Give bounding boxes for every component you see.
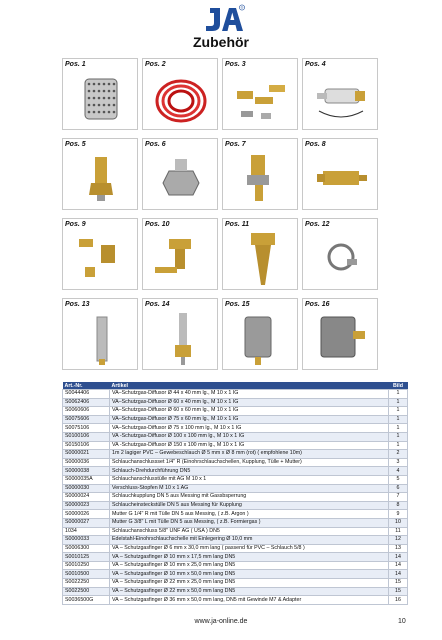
bild-cell: 1	[389, 415, 408, 424]
bild-cell: 6	[389, 484, 408, 493]
art-nr-cell: S0000036	[63, 458, 110, 467]
artikel-cell: VA–Schutzgas-Diffusor Ø 75 x 60 mm lg., M 10 x 1 IG	[110, 415, 389, 424]
position-cell-8	[302, 138, 378, 210]
art-nr-cell: S0075106	[63, 424, 110, 433]
art-nr-cell: S0010500	[63, 570, 110, 579]
position-label: Pos. 3	[225, 61, 246, 68]
bild-cell: 5	[389, 475, 408, 484]
artikel-cell: VA – Schutzgasfinger Ø 10 mm x 25,0 mm lang DN5	[110, 561, 389, 570]
position-cell-2	[142, 58, 218, 130]
bild-cell: 4	[389, 467, 408, 476]
art-nr-cell: S0022250	[63, 579, 110, 588]
table-row	[63, 536, 408, 545]
col-artikel: Artikel	[110, 382, 389, 390]
bild-cell: 13	[389, 544, 408, 553]
artikel-cell: Schlauchanschlusstülle mit AG M 10 x 1	[110, 475, 389, 484]
table-row	[63, 432, 408, 441]
artikel-cell: VA – Schutzgasfinger Ø 36 mm x 50,0 mm lang, DN5 mit Gewinde M7 & Adapter	[110, 596, 389, 605]
bild-cell: 14	[389, 570, 408, 579]
registered-mark: ®	[240, 5, 244, 10]
table-row	[63, 579, 408, 588]
page-title: Zubehör	[193, 34, 249, 50]
art-nr-cell: S0000030	[63, 484, 110, 493]
page-number: 10	[398, 618, 406, 625]
position-cell-3	[222, 58, 298, 130]
bild-cell: 10	[389, 518, 408, 527]
large-cylinder-icon	[311, 311, 371, 367]
position-label: Pos. 8	[305, 141, 326, 148]
position-cell-11	[222, 218, 298, 290]
position-cell-6	[142, 138, 218, 210]
table-row	[63, 407, 408, 416]
table-row	[63, 398, 408, 407]
bild-cell: 11	[389, 527, 408, 536]
table-row	[63, 561, 408, 570]
table-row	[63, 415, 408, 424]
art-nr-cell: S0100106	[63, 432, 110, 441]
bild-cell: 15	[389, 587, 408, 596]
position-label: Pos. 9	[65, 221, 86, 228]
hex-nut-fitting-icon	[151, 151, 211, 207]
bild-cell: 14	[389, 561, 408, 570]
artikel-cell: Schlauch-Drehdurchführung DN5	[110, 467, 389, 476]
artikel-cell: VA -Schutzgas-Diffusor Ø 150 x 100 mm lg., M 10 x 1 IG	[110, 441, 389, 450]
art-nr-cell: S0150106	[63, 441, 110, 450]
position-label: Pos. 1	[65, 61, 86, 68]
table-row	[63, 458, 408, 467]
position-cell-10	[142, 218, 218, 290]
table-header-row	[63, 382, 408, 390]
bild-cell: 1	[389, 390, 408, 399]
bild-cell: 9	[389, 510, 408, 519]
bild-cell: 1	[389, 424, 408, 433]
art-nr-cell: S0000033	[63, 536, 110, 545]
art-nr-cell: S0000027	[63, 518, 110, 527]
artikel-cell: VA – Schutzgasfinger Ø 10 mm x 17,5 mm lang DN5	[110, 553, 389, 562]
artikel-cell: VA – Schutzgasfinger Ø 22 mm x 25,0 mm lang DN5	[110, 579, 389, 588]
position-cell-5	[62, 138, 138, 210]
artikel-cell: Schlauchkupplung DN 5 aus Messing mit Gassbsperrung	[110, 493, 389, 502]
table-row	[63, 493, 408, 502]
position-label: Pos. 14	[145, 301, 170, 308]
bild-cell: 3	[389, 458, 408, 467]
sinter-rod-icon	[71, 311, 131, 367]
position-cell-12	[302, 218, 378, 290]
art-nr-cell: S0010125	[63, 553, 110, 562]
position-cell-15	[222, 298, 298, 370]
bild-cell: 12	[389, 536, 408, 545]
position-cell-9	[62, 218, 138, 290]
table-row	[63, 390, 408, 399]
table-row	[63, 501, 408, 510]
art-nr-cell: S0006300	[63, 544, 110, 553]
art-nr-cell: S0075606	[63, 415, 110, 424]
col-art-nr: Art.-Nr.	[63, 382, 110, 390]
artikel-cell: Schlaucheinsteckstülle DN 5 aus Messing für Kupplung	[110, 501, 389, 510]
bild-cell: 1	[389, 398, 408, 407]
artikel-cell: Schlauchanschlussset 1/4" R (Einohrschlauchschellen, Kupplung, Tülle + Mutter)	[110, 458, 389, 467]
brass-coupling-icon	[311, 151, 371, 207]
bild-cell: 15	[389, 579, 408, 588]
table-row	[63, 441, 408, 450]
art-nr-cell: S0036500G	[63, 596, 110, 605]
position-label: Pos. 13	[65, 301, 90, 308]
bild-cell: 7	[389, 493, 408, 502]
bild-cell: 2	[389, 450, 408, 459]
table-row	[63, 544, 408, 553]
hose-clamp-icon	[311, 231, 371, 287]
art-nr-cell: S0000038	[63, 467, 110, 476]
art-nr-cell: S0000035A	[63, 475, 110, 484]
art-nr-cell: S0010250	[63, 561, 110, 570]
small-hose-fittings-icon	[71, 231, 131, 287]
position-label: Pos. 2	[145, 61, 166, 68]
hose-nipple-icon	[151, 231, 211, 287]
artikel-cell: Mutter G 3/8" L mit Tülle DN 5 aus Messing, ( z.B. Formiergas )	[110, 518, 389, 527]
artikel-cell: 1m 2 lagiger PVC – Gewebeschlauch Ø 5 mm x Ø 8 mm (rot) ( empfohlene 10m)	[110, 450, 389, 459]
position-label: Pos. 5	[65, 141, 86, 148]
artikel-cell: Edelstahl-Einohrschlauchschelle mit Einlegering Ø 10,0 mm	[110, 536, 389, 545]
position-label: Pos. 4	[305, 61, 326, 68]
art-nr-cell: S0000021	[63, 450, 110, 459]
position-label: Pos. 11	[225, 221, 249, 228]
bild-cell: 1	[389, 407, 408, 416]
bild-cell: 14	[389, 553, 408, 562]
col-bild: Bild	[389, 382, 408, 390]
table-row	[63, 587, 408, 596]
table-row	[63, 510, 408, 519]
table-row	[63, 475, 408, 484]
art-nr-cell: 1034	[63, 527, 110, 536]
brass-fitting-icon	[71, 151, 131, 207]
bild-cell: 16	[389, 596, 408, 605]
position-cell-13	[62, 298, 138, 370]
position-cell-14	[142, 298, 218, 370]
artikel-cell: VA – Schutzgasfinger Ø 22 mm x 50,0 mm lang DN5	[110, 587, 389, 596]
position-cell-4	[302, 58, 378, 130]
quick-coupling-icon	[231, 151, 291, 207]
bild-cell: 1	[389, 441, 408, 450]
art-nr-cell: S0060606	[63, 407, 110, 416]
artikel-cell: VA–Schutzgas-Diffusor Ø 60 x 40 mm lg., M 10 x 1 IG	[110, 398, 389, 407]
bild-cell: 1	[389, 432, 408, 441]
table-row	[63, 467, 408, 476]
hose-couplings-icon	[231, 71, 291, 127]
artikel-cell: VA–Schutzgas-Diffusor Ø 75 x 100 mm lg., M 10 x 1 IG	[110, 424, 389, 433]
position-label: Pos. 7	[225, 141, 246, 148]
artikel-cell: VA – Schutzgasfinger Ø 6 mm x 30,0 mm lang ( passend für PVC – Schlauch 5/8 )	[110, 544, 389, 553]
table-row	[63, 450, 408, 459]
position-label: Pos. 6	[145, 141, 166, 148]
artikel-cell: VA–Schutzgas-Diffusor Ø 60 x 60 mm lg., M 10 x 1 IG	[110, 407, 389, 416]
art-nr-cell: S0044406	[63, 390, 110, 399]
position-cell-7	[222, 138, 298, 210]
art-nr-cell: S0062406	[63, 398, 110, 407]
art-nr-cell: S0000024	[63, 493, 110, 502]
table-row	[63, 596, 408, 605]
table-row	[63, 518, 408, 527]
tube-connector-icon	[311, 71, 371, 127]
red-hose-coil-icon	[151, 71, 211, 127]
article-table	[62, 382, 408, 605]
artikel-cell: VA – Schutzgasfinger Ø 10 mm x 50,0 mm lang DN5	[110, 570, 389, 579]
position-cell-16	[302, 298, 378, 370]
artikel-cell: Verschluss-Stopfen M 10 x 1 AG	[110, 484, 389, 493]
long-nozzle-icon	[151, 311, 211, 367]
table-row	[63, 570, 408, 579]
steel-cylinder-icon	[231, 311, 291, 367]
artikel-cell: VA–Schutzgas-Diffusor Ø 44 x 40 mm lg., M 10 x 1 IG	[110, 390, 389, 399]
table-row	[63, 484, 408, 493]
artikel-cell: Mutter G 1/4" R mit Tülle DN 5 aus Messing, ( z.B. Argon )	[110, 510, 389, 519]
bild-cell: 8	[389, 501, 408, 510]
table-row	[63, 424, 408, 433]
long-brass-nozzle-icon	[231, 231, 291, 287]
position-label: Pos. 12	[305, 221, 330, 228]
position-cell-1	[62, 58, 138, 130]
table-row	[63, 527, 408, 536]
ja-logo-icon	[196, 4, 246, 34]
art-nr-cell: S0000023	[63, 501, 110, 510]
art-nr-cell: S0000026	[63, 510, 110, 519]
steel-mesh-cylinder-icon	[71, 71, 131, 127]
artikel-cell: Schlauchanschluss 5/8" UNF AG ( USA ) DN5	[110, 527, 389, 536]
position-label: Pos. 16	[305, 301, 330, 308]
table-row	[63, 553, 408, 562]
artikel-cell: VA -Schutzgas-Diffusor Ø 100 x 100 mm lg., M 10 x 1 IG	[110, 432, 389, 441]
position-label: Pos. 10	[145, 221, 170, 228]
position-label: Pos. 15	[225, 301, 250, 308]
footer-url[interactable]: www.ja-online.de	[194, 618, 248, 625]
art-nr-cell: S0022500	[63, 587, 110, 596]
